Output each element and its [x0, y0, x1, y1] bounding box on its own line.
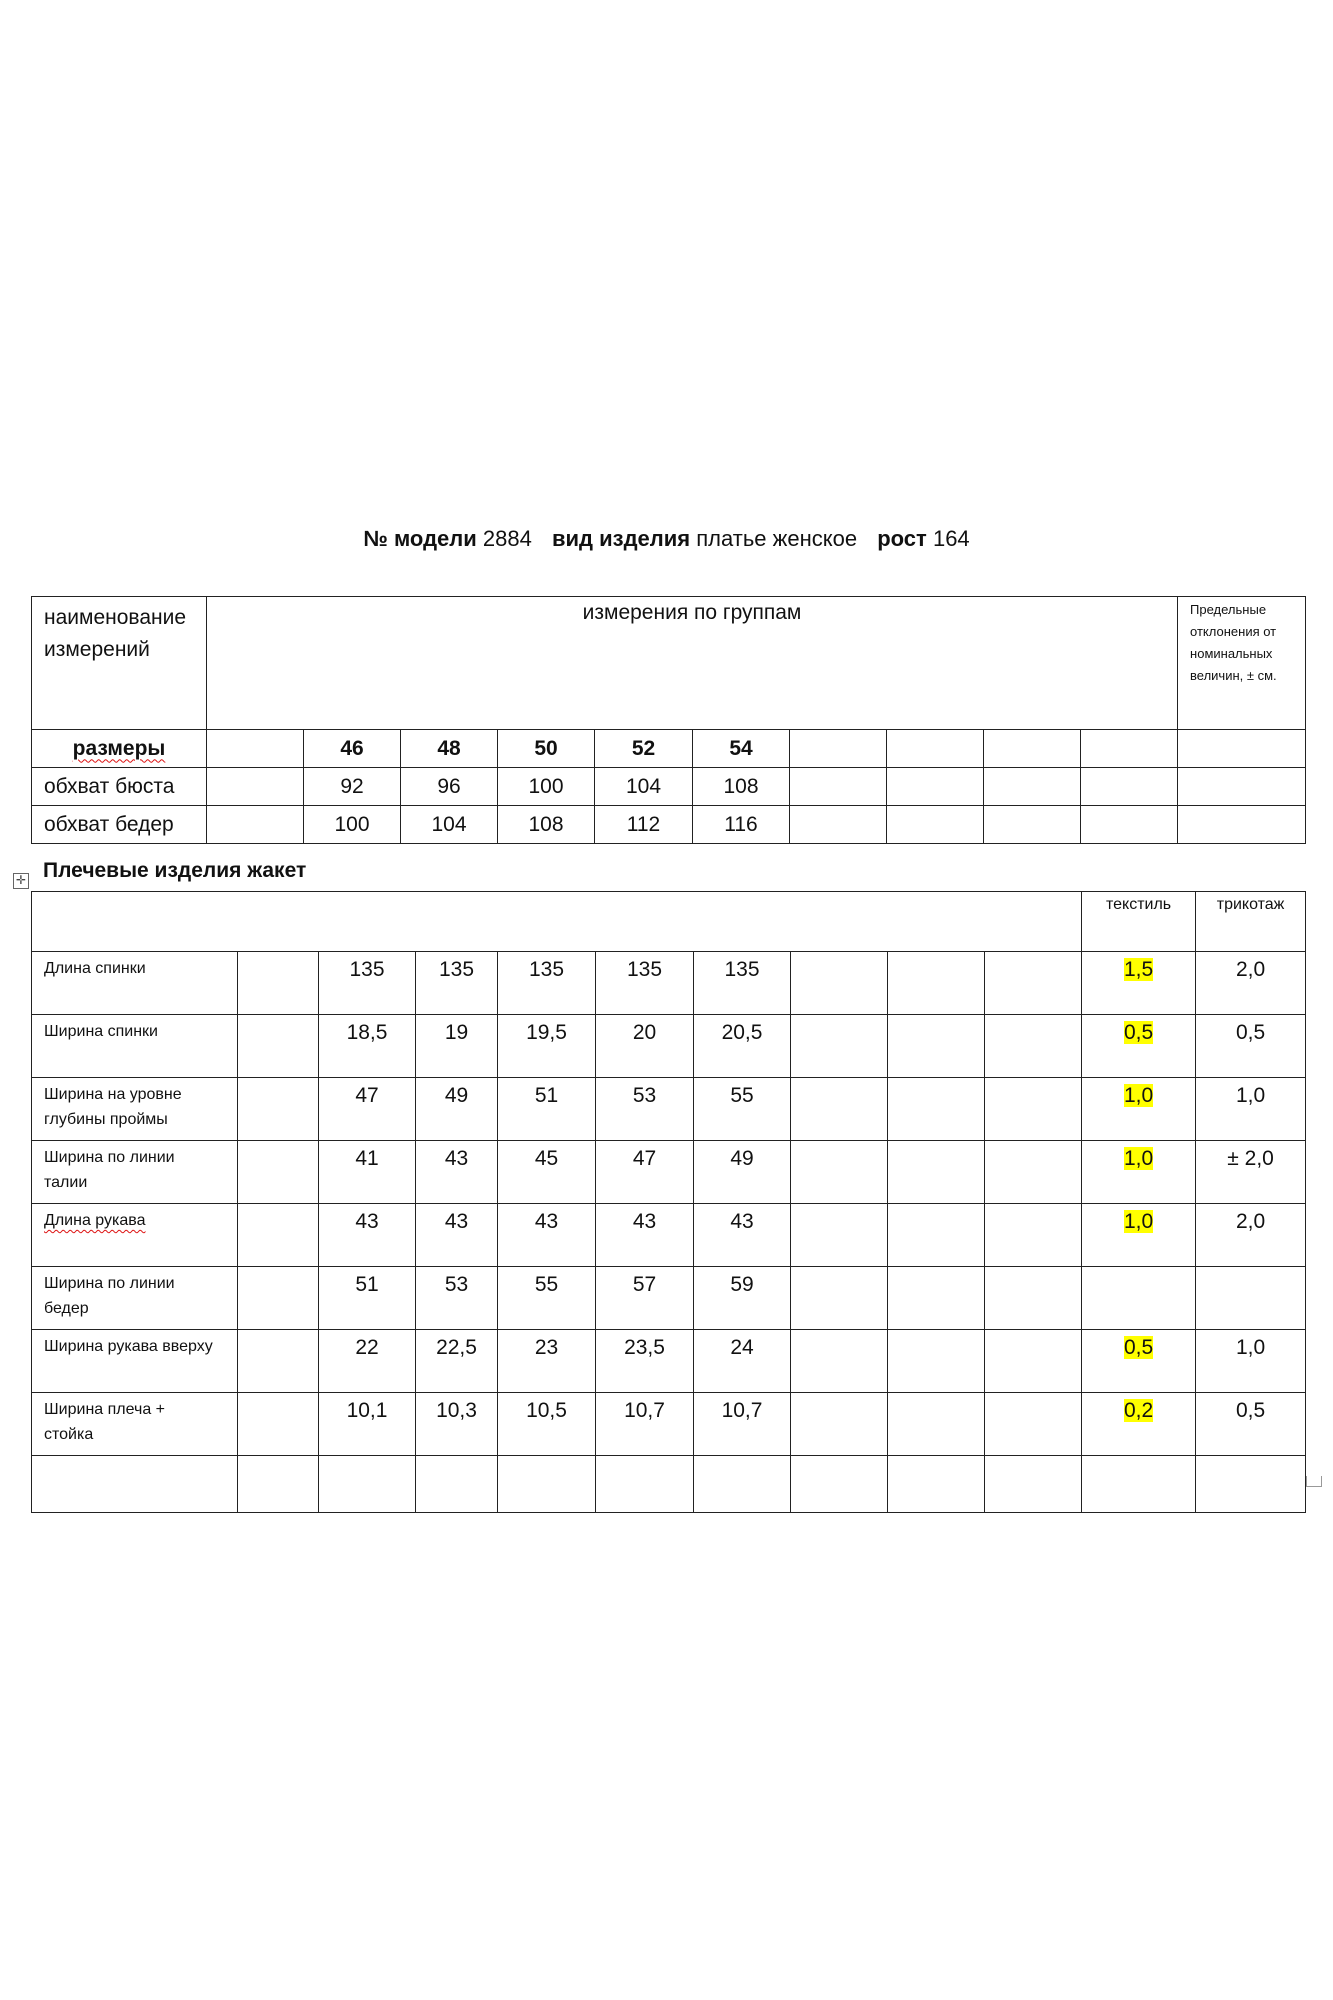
table-cell: 10,7: [596, 1393, 694, 1456]
table-move-handle-icon[interactable]: ✛: [13, 873, 29, 889]
empty-cell: [238, 1330, 319, 1393]
knit-tolerance-cell: 2,0: [1196, 1204, 1306, 1267]
highlighted-value: 1,0: [1123, 1084, 1154, 1107]
deviation-header: Предельные отклонения от номинальных величин, ± см.: [1178, 597, 1306, 730]
row-label: Ширина на уровне глубины проймы: [32, 1078, 238, 1141]
table-row: [32, 1015, 1306, 1078]
empty-cell: [791, 1015, 888, 1078]
highlighted-value: 0,5: [1123, 1336, 1154, 1359]
table-cell: 23: [498, 1330, 596, 1393]
empty-cell: [985, 952, 1082, 1015]
empty-cell: [791, 1141, 888, 1204]
table-cell: 10,7: [694, 1393, 791, 1456]
table-row: [32, 768, 1306, 806]
table-row: [32, 1078, 1306, 1141]
empty-cell: [985, 1330, 1082, 1393]
empty-cell: [985, 1078, 1082, 1141]
table-cell: 135: [498, 952, 596, 1015]
empty-cell: [985, 1393, 1082, 1456]
table-cell: 54: [693, 730, 790, 768]
table-cell: 41: [319, 1141, 416, 1204]
table-cell: 49: [694, 1141, 791, 1204]
knit-column-header: трикотаж: [1196, 892, 1306, 952]
empty-cell: [791, 1456, 888, 1513]
table-row: [32, 806, 1306, 844]
highlighted-value: 1,0: [1123, 1147, 1154, 1170]
knit-tolerance-cell: [1196, 1267, 1306, 1330]
table-cell: 135: [416, 952, 498, 1015]
table-cell: 47: [319, 1078, 416, 1141]
empty-cell: [985, 1267, 1082, 1330]
knit-tolerance-cell: 0,5: [1196, 1015, 1306, 1078]
empty-cell: [238, 1015, 319, 1078]
empty-cell: [888, 1330, 985, 1393]
table-row: [32, 1456, 1306, 1513]
empty-cell: [238, 1078, 319, 1141]
empty-cell: [888, 1015, 985, 1078]
empty-cell: [238, 1204, 319, 1267]
section-title: Плечевые изделия жакет: [43, 859, 307, 882]
table-cell: 55: [498, 1267, 596, 1330]
empty-cell: [985, 1141, 1082, 1204]
empty-cell: [319, 1456, 416, 1513]
empty-cell: [888, 1204, 985, 1267]
textile-tolerance-cell: [1082, 1393, 1196, 1456]
table-cell: 49: [416, 1078, 498, 1141]
table-row: [32, 1141, 1306, 1204]
textile-tolerance-cell: [1082, 1078, 1196, 1141]
height-value: 164: [932, 526, 970, 551]
model-value: 2884: [482, 526, 532, 551]
table-row: [32, 1267, 1306, 1330]
row-label: Ширина по линии талии: [32, 1141, 238, 1204]
table-row: [32, 952, 1306, 1015]
empty-cell: [238, 1141, 319, 1204]
table-resize-handle[interactable]: [1306, 1476, 1322, 1487]
empty-cell: [694, 1456, 791, 1513]
measurement-name-header: наименование измерений: [32, 597, 207, 730]
table-row: [32, 1330, 1306, 1393]
table-cell: 22,5: [416, 1330, 498, 1393]
table-cell: 43: [694, 1204, 791, 1267]
table-cell: 92: [304, 768, 401, 806]
table-cell: 50: [498, 730, 595, 768]
group-measurements-header: измерения по группам: [207, 597, 1178, 730]
empty-cell: [888, 1267, 985, 1330]
empty-cell: [985, 1204, 1082, 1267]
table-row: [32, 1393, 1306, 1456]
table-cell: 116: [693, 806, 790, 844]
table-cell: 104: [401, 806, 498, 844]
empty-cell: [791, 1393, 888, 1456]
size-table: [31, 596, 1306, 844]
table-cell: 10,5: [498, 1393, 596, 1456]
table-cell: 19: [416, 1015, 498, 1078]
textile-tolerance-cell: [1082, 1141, 1196, 1204]
table-cell: 45: [498, 1141, 596, 1204]
empty-cell: [238, 1393, 319, 1456]
table-cell: 53: [596, 1078, 694, 1141]
table-cell: 43: [319, 1204, 416, 1267]
jacket-measurement-table: [31, 891, 1306, 1513]
row-label: Длина рукава: [32, 1204, 238, 1267]
table-cell: 108: [498, 806, 595, 844]
row-label: Ширина спинки: [32, 1015, 238, 1078]
knit-tolerance-cell: 1,0: [1196, 1078, 1306, 1141]
knit-tolerance-cell: 2,0: [1196, 952, 1306, 1015]
table-cell: 100: [304, 806, 401, 844]
empty-cell: [32, 1456, 238, 1513]
empty-cell: [498, 1456, 596, 1513]
table-cell: 22: [319, 1330, 416, 1393]
row-label: Ширина по линии бедер: [32, 1267, 238, 1330]
textile-column-header: текстиль: [1082, 892, 1196, 952]
highlighted-value: 0,2: [1123, 1399, 1154, 1422]
sizes-label: размеры: [32, 730, 207, 768]
empty-cell: [888, 952, 985, 1015]
table-cell: 51: [498, 1078, 596, 1141]
empty-cell: [791, 1078, 888, 1141]
empty-cell: [888, 1141, 985, 1204]
table-cell: 48: [401, 730, 498, 768]
table-cell: 43: [416, 1141, 498, 1204]
table-cell: 23,5: [596, 1330, 694, 1393]
empty-cell: [985, 1015, 1082, 1078]
textile-tolerance-cell: [1082, 952, 1196, 1015]
empty-cell: [791, 1204, 888, 1267]
table-cell: 20,5: [694, 1015, 791, 1078]
row-label: обхват бедер: [32, 806, 207, 844]
table-cell: 24: [694, 1330, 791, 1393]
table-cell: 135: [319, 952, 416, 1015]
type-label: вид изделия: [552, 526, 691, 551]
empty-cell: [238, 1456, 319, 1513]
knit-tolerance-cell: 1,0: [1196, 1330, 1306, 1393]
empty-cell: [791, 1267, 888, 1330]
table-cell: 47: [596, 1141, 694, 1204]
row-label: Ширина плеча + стойка: [32, 1393, 238, 1456]
textile-tolerance-cell: [1082, 1330, 1196, 1393]
height-label: рост: [877, 526, 927, 551]
table-cell: 96: [401, 768, 498, 806]
table-row: [32, 730, 1306, 768]
table-cell: 135: [596, 952, 694, 1015]
table-cell: 10,1: [319, 1393, 416, 1456]
row-label: Длина спинки: [32, 952, 238, 1015]
table-cell: 55: [694, 1078, 791, 1141]
empty-cell: [888, 1393, 985, 1456]
empty-cell: [596, 1456, 694, 1513]
empty-cell: [1196, 1456, 1306, 1513]
textile-tolerance-cell: [1082, 1267, 1196, 1330]
highlighted-value: 1,0: [1123, 1210, 1154, 1233]
document-title: [0, 526, 1333, 552]
table-cell: 46: [304, 730, 401, 768]
textile-tolerance-cell: [1082, 1204, 1196, 1267]
empty-cell: [791, 952, 888, 1015]
empty-cell: [1082, 1456, 1196, 1513]
table-cell: 51: [319, 1267, 416, 1330]
table-row: [32, 1204, 1306, 1267]
empty-cell: [791, 1330, 888, 1393]
empty-cell: [238, 952, 319, 1015]
table-cell: 53: [416, 1267, 498, 1330]
table-cell: 18,5: [319, 1015, 416, 1078]
type-value: платье женское: [696, 526, 858, 551]
table-cell: 59: [694, 1267, 791, 1330]
table-cell: 108: [693, 768, 790, 806]
table-cell: 135: [694, 952, 791, 1015]
empty-cell: [888, 1456, 985, 1513]
row-label: Ширина рукава вверху: [32, 1330, 238, 1393]
highlighted-value: 1,5: [1123, 958, 1154, 981]
knit-tolerance-cell: 0,5: [1196, 1393, 1306, 1456]
row-label: обхват бюста: [32, 768, 207, 806]
table-cell: 43: [596, 1204, 694, 1267]
table-cell: 57: [596, 1267, 694, 1330]
table-cell: 43: [416, 1204, 498, 1267]
empty-cell: [985, 1456, 1082, 1513]
table-cell: 104: [595, 768, 693, 806]
table-cell: 52: [595, 730, 693, 768]
table-cell: 10,3: [416, 1393, 498, 1456]
empty-cell: [888, 1078, 985, 1141]
table-cell: 100: [498, 768, 595, 806]
textile-tolerance-cell: [1082, 1015, 1196, 1078]
table-cell: 19,5: [498, 1015, 596, 1078]
empty-cell: [238, 1267, 319, 1330]
table-cell: 20: [596, 1015, 694, 1078]
knit-tolerance-cell: ± 2,0: [1196, 1141, 1306, 1204]
table-cell: 43: [498, 1204, 596, 1267]
highlighted-value: 0,5: [1123, 1021, 1154, 1044]
table-cell: 112: [595, 806, 693, 844]
empty-cell: [416, 1456, 498, 1513]
model-label: № модели: [363, 526, 477, 551]
